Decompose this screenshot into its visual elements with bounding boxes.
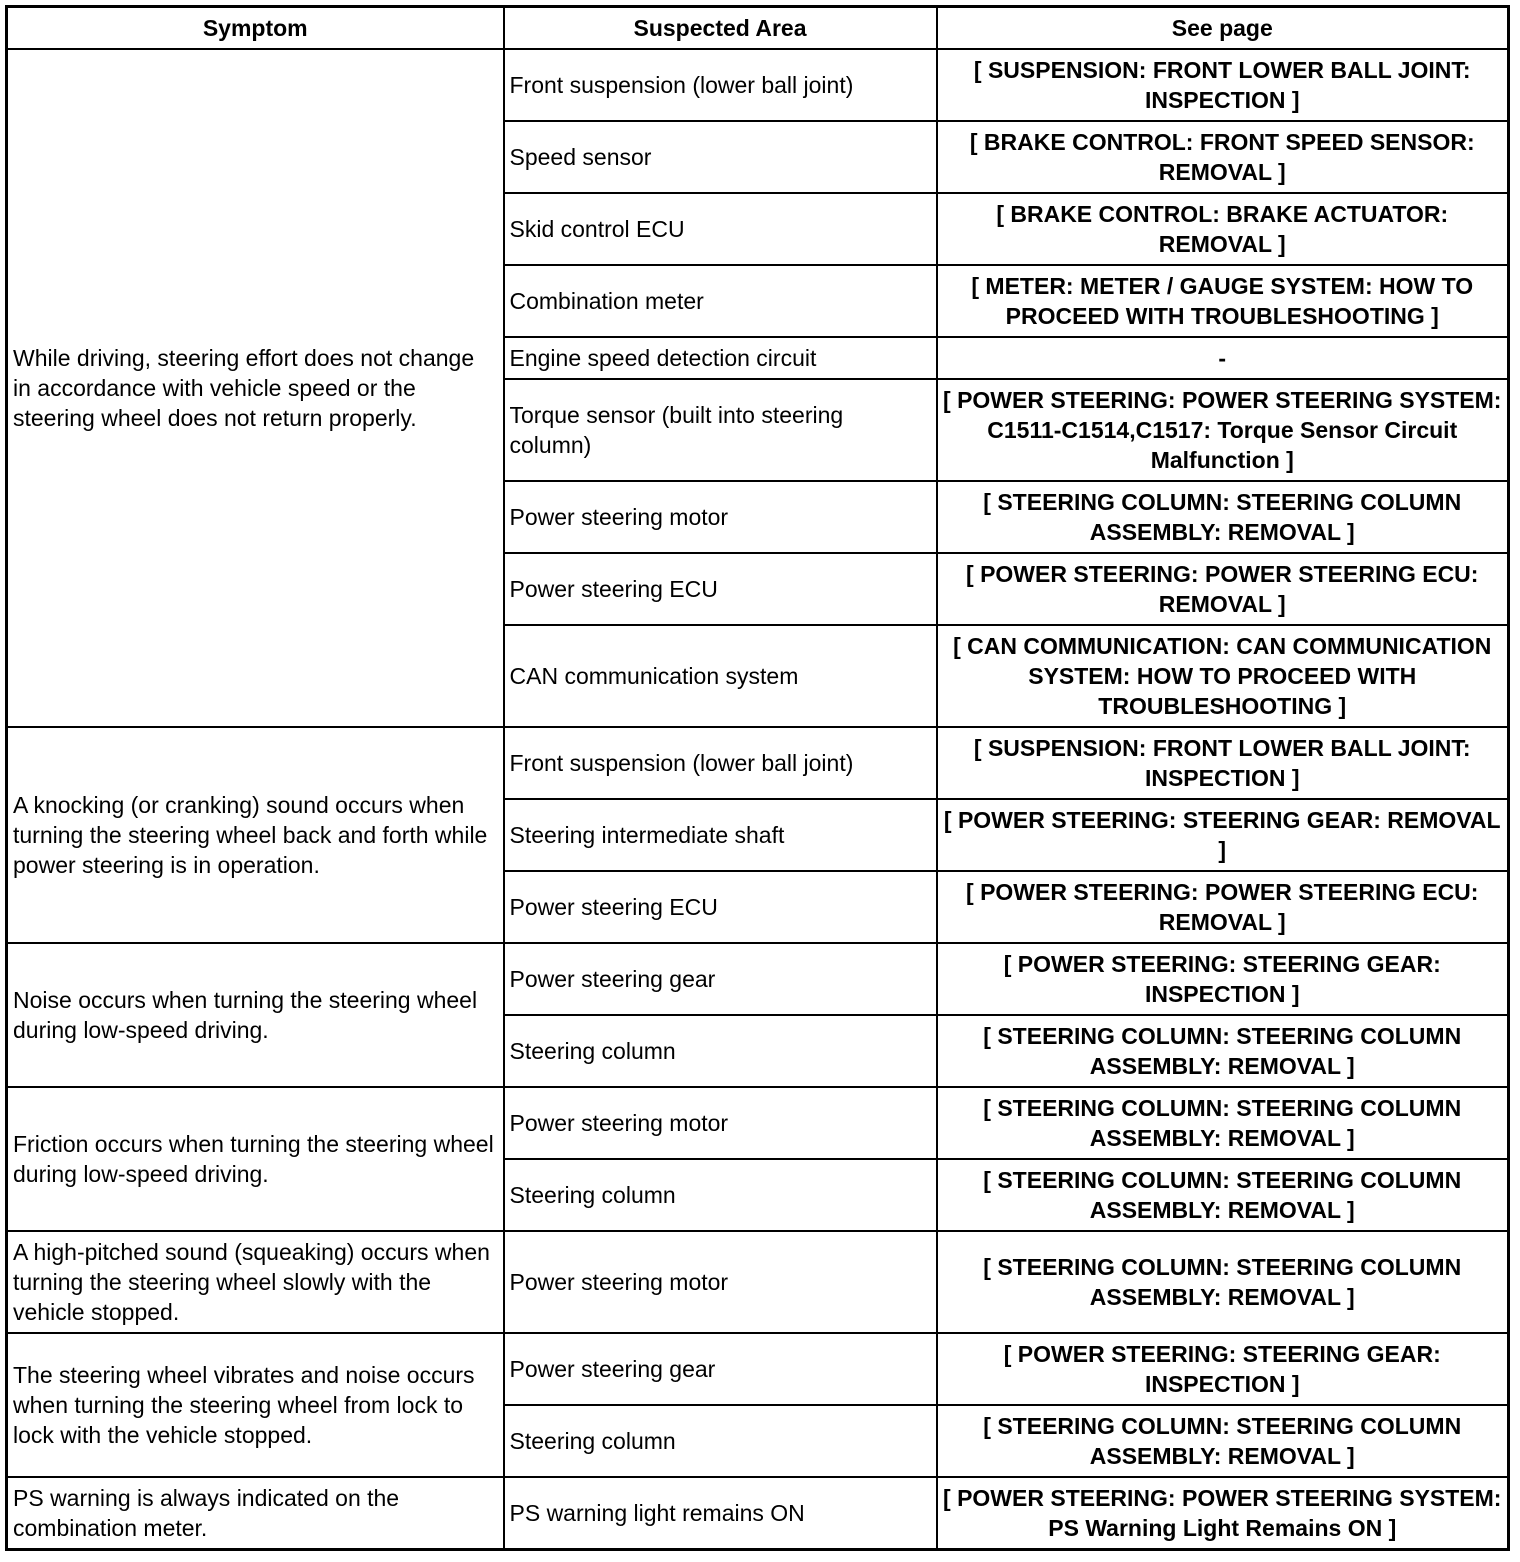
see-page-cell: [ POWER STEERING: STEERING GEAR: INSPECTION ]: [937, 1333, 1509, 1405]
see-page-cell: [ POWER STEERING: POWER STEERING ECU: REMOVAL ]: [937, 553, 1509, 625]
header-row: [7, 7, 1509, 50]
suspected-area-cell: Power steering gear: [504, 1333, 937, 1405]
suspected-area-cell: CAN communication system: [504, 625, 937, 727]
suspected-area-cell: Steering column: [504, 1159, 937, 1231]
table-row: [7, 727, 1509, 799]
troubleshooting-table-wrapper: [5, 5, 1510, 1551]
see-page-cell: [ POWER STEERING: STEERING GEAR: INSPECTION ]: [937, 943, 1509, 1015]
table-row: [7, 1087, 1509, 1159]
table-row: [7, 1477, 1509, 1549]
see-page-cell: [ METER: METER / GAUGE SYSTEM: HOW TO PROCEED WITH TROUBLESHOOTING ]: [937, 265, 1509, 337]
see-page-cell: [ BRAKE CONTROL: BRAKE ACTUATOR: REMOVAL ]: [937, 193, 1509, 265]
suspected-area-cell: Speed sensor: [504, 121, 937, 193]
see-page-cell: [ POWER STEERING: POWER STEERING ECU: REMOVAL ]: [937, 871, 1509, 943]
suspected-area-cell: Front suspension (lower ball joint): [504, 49, 937, 121]
see-page-cell: [ CAN COMMUNICATION: CAN COMMUNICATION SYSTEM: HOW TO PROCEED WITH TROUBLESHOOTING ]: [937, 625, 1509, 727]
suspected-area-cell: PS warning light remains ON: [504, 1477, 937, 1549]
suspected-area-cell: Steering intermediate shaft: [504, 799, 937, 871]
suspected-area-header: Suspected Area: [504, 7, 937, 50]
symptom-header: Symptom: [7, 7, 504, 50]
suspected-area-cell: Engine speed detection circuit: [504, 337, 937, 379]
table-body: [7, 49, 1509, 1549]
see-page-cell: [ SUSPENSION: FRONT LOWER BALL JOINT: INSPECTION ]: [937, 49, 1509, 121]
see-page-header: See page: [937, 7, 1509, 50]
symptom-cell: Noise occurs when turning the steering wheel during low-speed driving.: [7, 943, 504, 1087]
see-page-cell: [ STEERING COLUMN: STEERING COLUMN ASSEMBLY: REMOVAL ]: [937, 1159, 1509, 1231]
symptom-cell: Friction occurs when turning the steering wheel during low-speed driving.: [7, 1087, 504, 1231]
suspected-area-cell: Power steering ECU: [504, 553, 937, 625]
suspected-area-cell: Skid control ECU: [504, 193, 937, 265]
symptom-cell: PS warning is always indicated on the combination meter.: [7, 1477, 504, 1549]
see-page-cell: [ BRAKE CONTROL: FRONT SPEED SENSOR: REMOVAL ]: [937, 121, 1509, 193]
suspected-area-cell: Power steering motor: [504, 1231, 937, 1333]
see-page-cell: [ SUSPENSION: FRONT LOWER BALL JOINT: INSPECTION ]: [937, 727, 1509, 799]
suspected-area-cell: Power steering motor: [504, 1087, 937, 1159]
suspected-area-cell: Steering column: [504, 1405, 937, 1477]
suspected-area-cell: Torque sensor (built into steering column): [504, 379, 937, 481]
symptom-cell: While driving, steering effort does not change in accordance with vehicle speed or the steering wheel does not return properly.: [7, 49, 504, 727]
see-page-cell: [ STEERING COLUMN: STEERING COLUMN ASSEMBLY: REMOVAL ]: [937, 1087, 1509, 1159]
see-page-cell: [ POWER STEERING: STEERING GEAR: REMOVAL ]: [937, 799, 1509, 871]
suspected-area-cell: Steering column: [504, 1015, 937, 1087]
suspected-area-cell: Power steering gear: [504, 943, 937, 1015]
see-page-cell: [ STEERING COLUMN: STEERING COLUMN ASSEMBLY: REMOVAL ]: [937, 1231, 1509, 1333]
symptom-cell: A knocking (or cranking) sound occurs when turning the steering wheel back and forth while power steering is in operation.: [7, 727, 504, 943]
table-row: [7, 943, 1509, 1015]
suspected-area-cell: Front suspension (lower ball joint): [504, 727, 937, 799]
table-row: [7, 1231, 1509, 1333]
table-row: [7, 49, 1509, 121]
suspected-area-cell: Combination meter: [504, 265, 937, 337]
symptom-cell: The steering wheel vibrates and noise occurs when turning the steering wheel from lock to lock with the vehicle stopped.: [7, 1333, 504, 1477]
suspected-area-cell: Power steering ECU: [504, 871, 937, 943]
table-row: [7, 1333, 1509, 1405]
see-page-cell: [ POWER STEERING: POWER STEERING SYSTEM: C1511-C1514,C1517: Torque Sensor Circuit Malfunction ]: [937, 379, 1509, 481]
symptom-cell: A high-pitched sound (squeaking) occurs when turning the steering wheel slowly with the vehicle stopped.: [7, 1231, 504, 1333]
troubleshooting-table: [5, 5, 1510, 1551]
see-page-cell: [ STEERING COLUMN: STEERING COLUMN ASSEMBLY: REMOVAL ]: [937, 481, 1509, 553]
suspected-area-cell: Power steering motor: [504, 481, 937, 553]
see-page-cell: [ STEERING COLUMN: STEERING COLUMN ASSEMBLY: REMOVAL ]: [937, 1405, 1509, 1477]
see-page-cell: [ POWER STEERING: POWER STEERING SYSTEM: PS Warning Light Remains ON ]: [937, 1477, 1509, 1549]
see-page-cell: -: [937, 337, 1509, 379]
see-page-cell: [ STEERING COLUMN: STEERING COLUMN ASSEMBLY: REMOVAL ]: [937, 1015, 1509, 1087]
